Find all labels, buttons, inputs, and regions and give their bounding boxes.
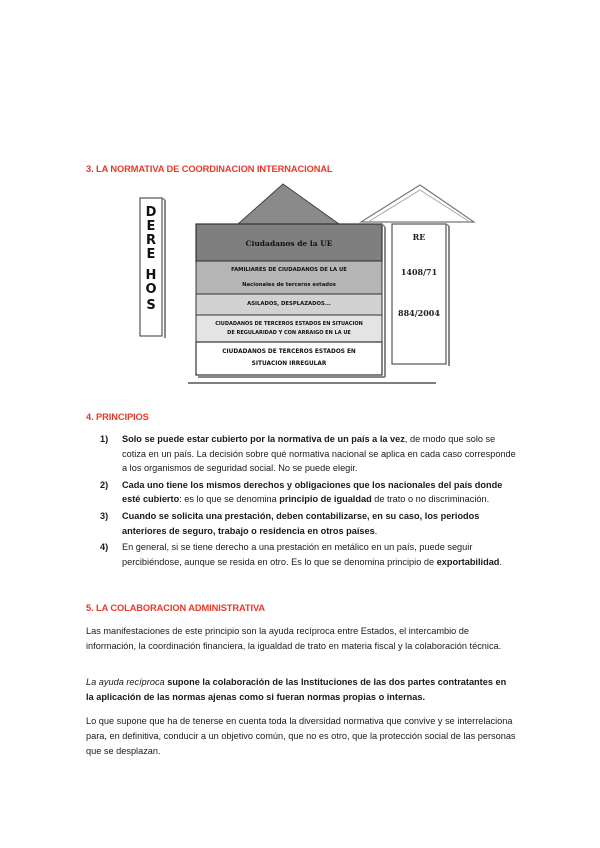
layer-family [196,261,382,294]
main-roof [238,184,339,224]
list-item: 1) Solo se puede estar cubierto por la normativa de un país a la vez, de modo que solo se cotiza en un país. La decisión sobre qué normativa nacional se aplica en cada caso corresponde a los organismos de seguridad social. No se puede elegir. [100,434,516,474]
paragraph: Lo que supone que ha de tenerse en cuenta toda la diversidad normativa que convive y se interrelaciona para, en definitiva, conducir a un objetivo común, que no es otro, que la protección social de las personas que se desplazan. [86,716,516,756]
list-number: 1) [100,434,109,444]
derechos-letter: D [145,205,157,220]
section-3-title: 3. LA NORMATIVA DE COORDINACION INTERNACIONAL [86,164,333,174]
layer-irregular [196,342,382,375]
list-item: 2) Cada uno tiene los mismos derechos y obligaciones que los nacionales del país donde esté cubierto: es lo que se denomina principio de igualdad de trato o no discriminación. [100,479,503,505]
layer-text: Ciudadanos de la UE [245,239,333,248]
layer-text: ASILADOS, DESPLAZADOS... [247,301,331,307]
house-diagram-svg [0,0,600,400]
derechos-letter: R [145,233,157,248]
section-4-title: 4. PRINCIPIOS [86,412,149,422]
layer-text: CIUDADANOS DE TERCEROS ESTADOS EN SITUACION [215,321,363,327]
italic-term: La ayuda recíproca [86,677,165,687]
list-number: 3) [100,510,109,521]
list-number: 2) [100,479,109,490]
list-item: 3) Cuando se solicita una prestación, deben contabilizarse, en su caso, los periodos anteriores de seguro, trabajo o residencia en otros países. [100,510,480,536]
section-5-title: 5. LA COLABORACION ADMINISTRATIVA [86,603,266,613]
derechos-letter: E [146,219,156,234]
derechos-letter: O [145,282,157,297]
coordination-diagram [0,0,600,400]
paragraph: Las manifestaciones de este principio son la ayuda recíproca entre Estados, el intercambio de información, la coordinación financiera, la igualdad de trato en materia fiscal y la colaboración técnica. [86,626,502,651]
regulation-884: 884/2004 [398,308,440,318]
derechos-letter: H [145,268,157,283]
regulation-1408: 1408/71 [400,267,438,277]
re-label: RE [412,232,426,242]
derechos-letter: E [146,247,156,262]
bold-text: supone la colaboración de las Instituciones de las dos partes contratantes en la aplicación de las normas ajenas como si fueran normas propias o internas. [86,677,507,702]
layer-text: SITUACION IRREGULAR [251,361,327,367]
paragraph [86,675,516,705]
layer-text: DE REGULARIDAD Y CON ARRAIGO EN LA UE [227,330,351,336]
re-building [392,224,446,364]
layer-text: CIUDADANOS DE TERCEROS ESTADOS EN [222,349,356,355]
principios-list [100,432,520,571]
layer-regular [196,315,382,342]
derechos-letter: S [146,298,156,313]
list-number: 4) [100,542,109,553]
layer-text: FAMILIARES DE CIUDADANOS DE LA UE [231,267,347,273]
layer-text: Nacionales de terceros estados [242,282,336,288]
list-item: 4) En general, si se tiene derecho a una prestación en metálico en un país, puede seguir percibiéndose, aunque se resida en otro. Es lo que se denomina principio de exportabilidad. [100,542,502,567]
